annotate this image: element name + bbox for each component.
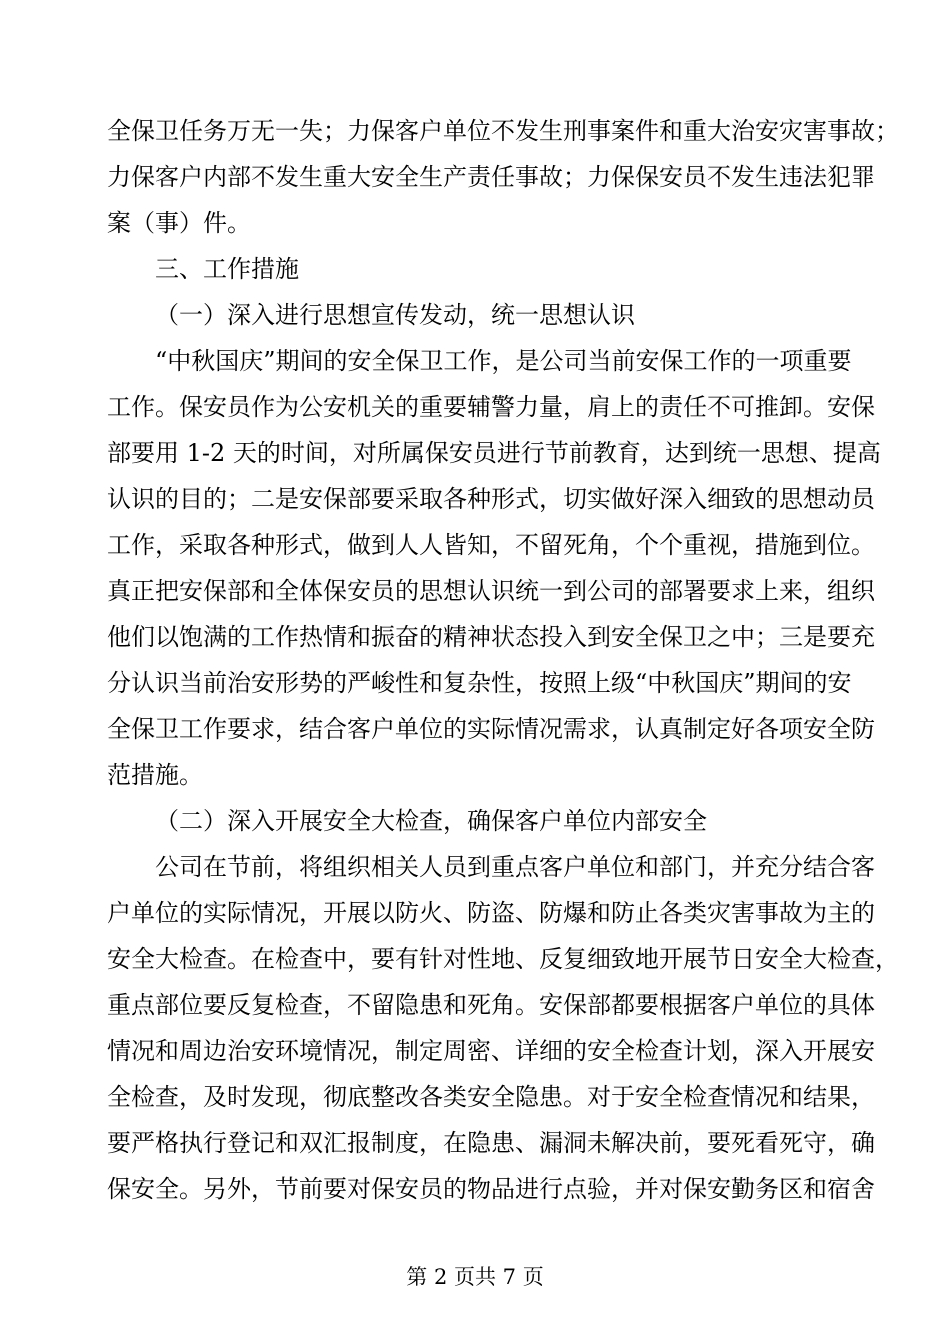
body-line: 他们以饱满的工作热情和振奋的精神状态投入到安全保卫之中；三是要充 — [107, 623, 875, 651]
body-line: 范措施。 — [107, 761, 203, 789]
body-line: “中秋国庆”期间的安全保卫工作，是公司当前安保工作的一项重要 — [155, 347, 852, 375]
body-line: 全保卫工作要求，结合客户单位的实际情况需求，认真制定好各项安全防 — [107, 715, 875, 743]
body-line: 重点部位要反复检查，不留隐患和死角。安保部都要根据客户单位的具体 — [107, 991, 875, 1019]
body-line: 全检查，及时发现，彻底整改各类安全隐患。对于安全检查情况和结果， — [107, 1083, 875, 1111]
body-line: 公司在节前，将组织相关人员到重点客户单位和部门，并充分结合客 — [155, 853, 875, 881]
body-line: 工作，采取各种形式，做到人人皆知，不留死角，个个重视，措施到位。 — [107, 531, 875, 559]
subsection-heading: （二）深入开展安全大检查，确保客户单位内部安全 — [155, 807, 707, 835]
section-heading: 三、工作措施 — [155, 255, 299, 283]
body-line: 部要用 1-2 天的时间，对所属保安员进行节前教育，达到统一思想、提高 — [107, 439, 881, 467]
body-line: 户单位的实际情况，开展以防火、防盗、防爆和防止各类灾害事故为主的 — [107, 899, 875, 927]
body-line: 分认识当前治安形势的严峻性和复杂性，按照上级“中秋国庆”期间的安 — [107, 669, 852, 697]
body-line: 工作。保安员作为公安机关的重要辅警力量，肩上的责任不可推卸。安保 — [107, 393, 875, 421]
body-line: 情况和周边治安环境情况，制定周密、详细的安全检查计划，深入开展安 — [107, 1037, 875, 1065]
body-line: 案（事）件。 — [107, 209, 251, 237]
body-line: 全保卫任务万无一失；力保客户单位不发生刑事案件和重大治安灾害事故； — [107, 117, 899, 145]
body-line: 要严格执行登记和双汇报制度，在隐患、漏洞未解决前，要死看死守，确 — [107, 1129, 875, 1157]
body-line: 真正把安保部和全体保安员的思想认识统一到公司的部署要求上来，组织 — [107, 577, 875, 605]
body-line: 力保客户内部不发生重大安全生产责任事故；力保保安员不发生违法犯罪 — [107, 163, 875, 191]
body-line: 保安全。另外，节前要对保安员的物品进行点验，并对保安勤务区和宿舍 — [107, 1175, 875, 1203]
page-number-footer: 第 2 页共 7 页 — [406, 1265, 544, 1289]
body-line: 安全大检查。在检查中，要有针对性地、反复细致地开展节日安全大检查， — [107, 945, 899, 973]
subsection-heading: （一）深入进行思想宣传发动，统一思想认识 — [155, 301, 635, 329]
body-line: 认识的目的；二是安保部要采取各种形式，切实做好深入细致的思想动员 — [107, 485, 875, 513]
